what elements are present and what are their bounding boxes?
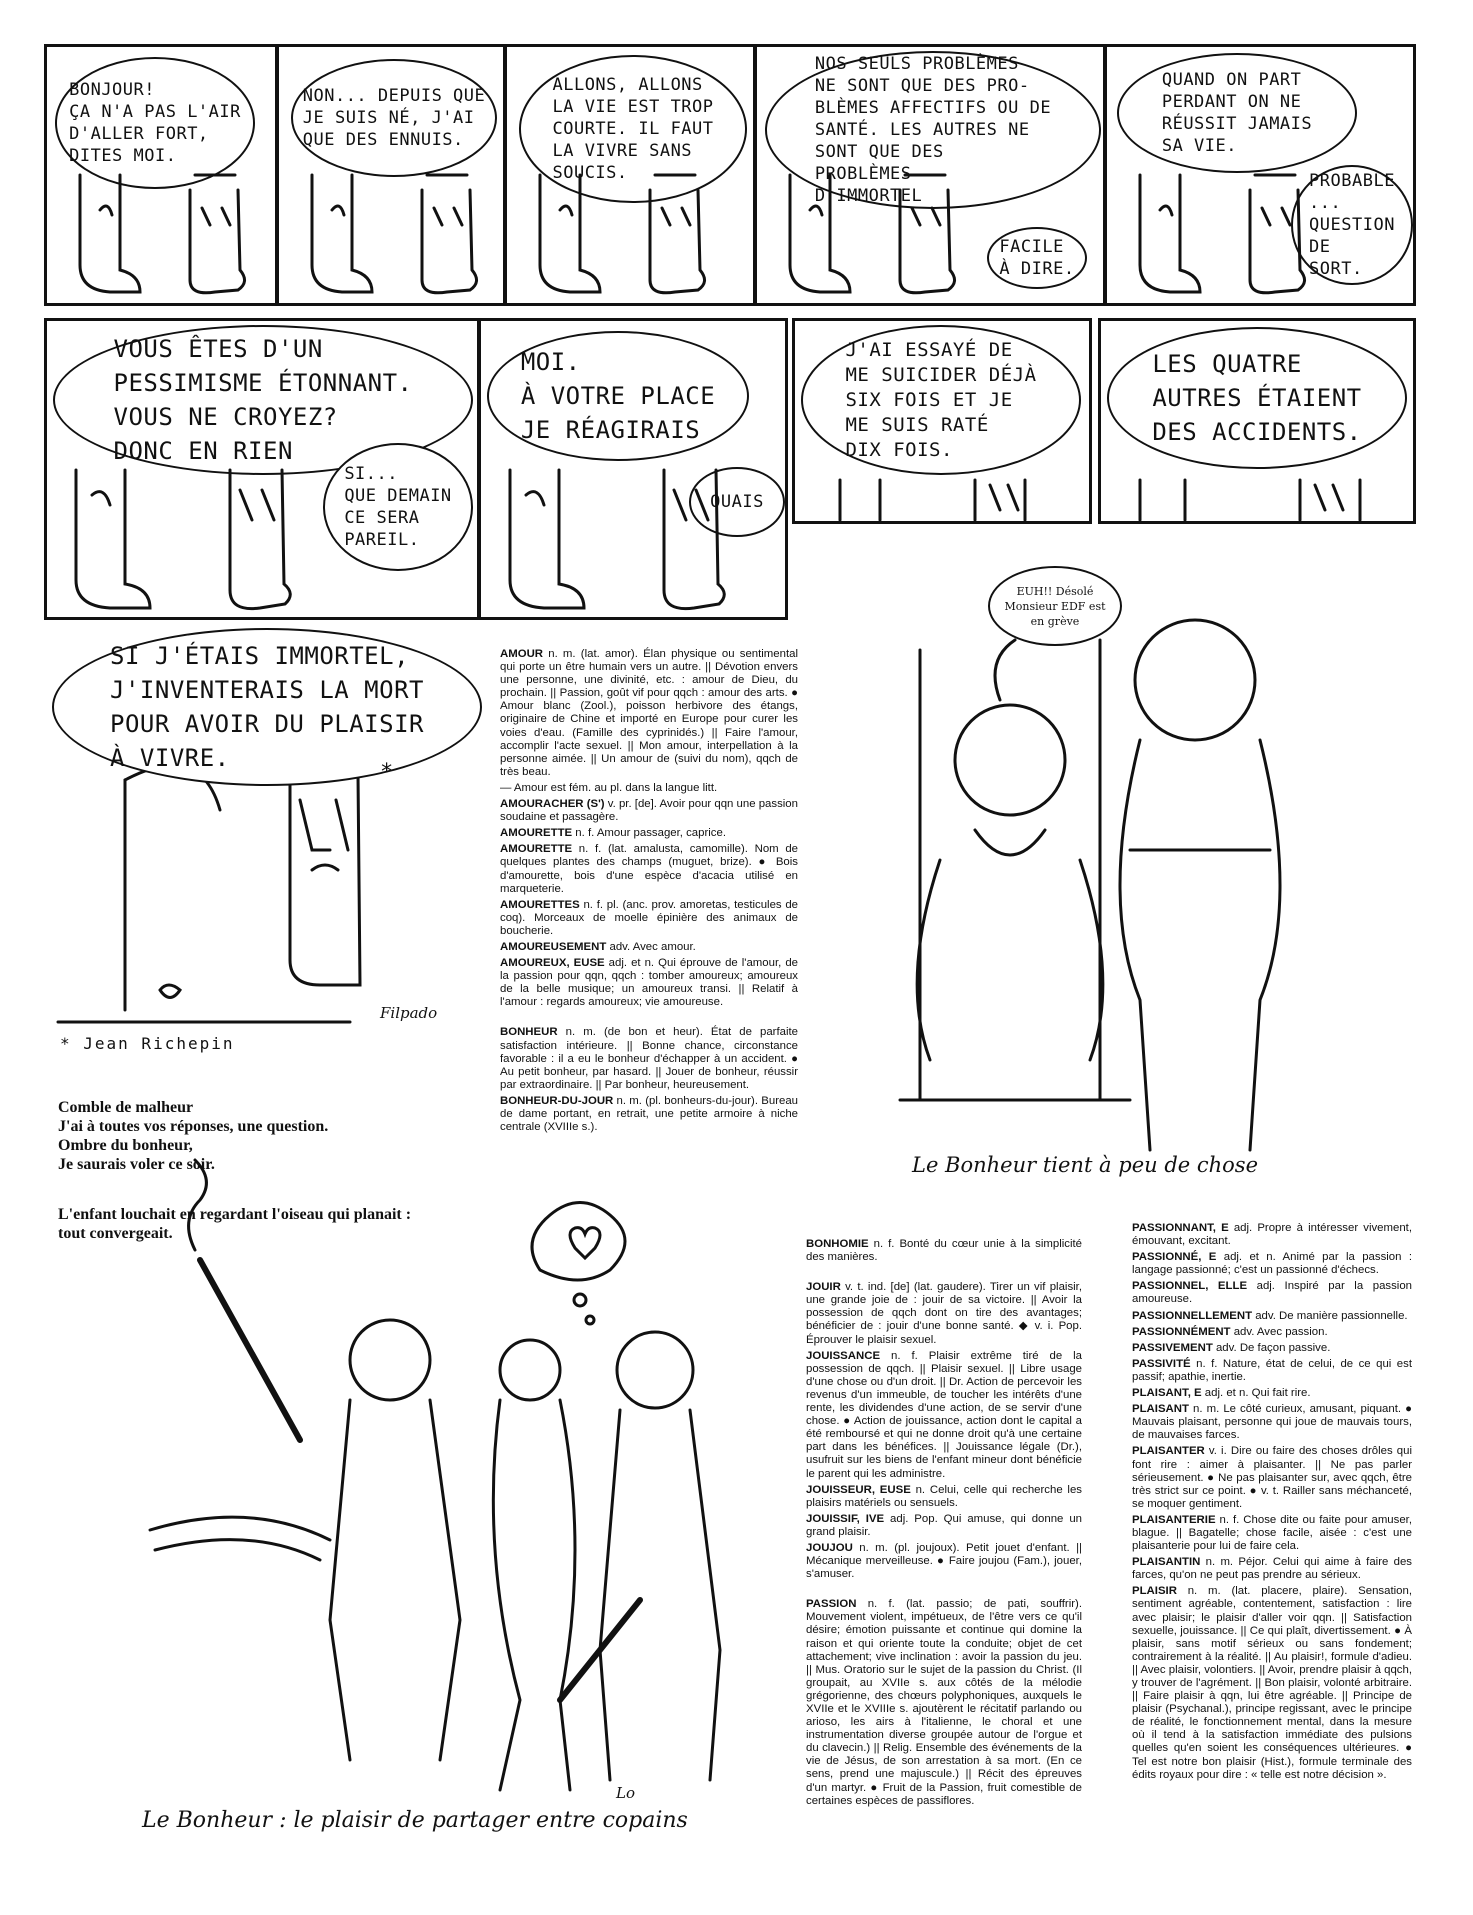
entry-headword: PASSIVEMENT — [1132, 1341, 1213, 1354]
entry-headword: PLAISANTIN — [1132, 1556, 1201, 1569]
entry-headword: AMOUR — [500, 648, 544, 660]
character-pair — [80, 175, 245, 293]
entry-definition: n. m. Le côté curieux, amusant, piquant. ● Mauvais plaisant, personne qui joue de mauvais tours, de mauvaises farces. — [1132, 1403, 1412, 1442]
dictionary-entry — [806, 1350, 1082, 1481]
quote-credit: * Jean Richepin — [60, 1034, 235, 1053]
dictionary-entry — [1132, 1222, 1412, 1248]
speech-text: NON... DEPUIS QUE JE SUIS NÉ, J'AI QUE DES ENNUIS. — [302, 86, 486, 150]
dictionary-entry — [806, 1238, 1082, 1264]
entry-definition: n. f. Nature, état de celui, de ce qui est passif; apathie, inertie. — [1132, 1357, 1412, 1383]
dictionary-entry — [500, 1095, 798, 1134]
entry-headword: PLAISANTERIE — [1132, 1513, 1216, 1526]
speech-bubble-immortel — [52, 628, 482, 786]
dictionary-entry — [1132, 1358, 1412, 1384]
entry-definition: adj. et n. Qui éprouve de l'amour, de la passion pour qqn, qqch : tomber amoureux; amoureux de la belle musique; un amoureux transi. || Relatif à l'amour : regards amoureux; vie amoureuse. — [500, 957, 798, 1009]
dictionary-entry — [500, 899, 798, 938]
artist-signature-lo: Lo — [616, 1784, 635, 1802]
entry-definition: adv. De manière passionnelle. — [1252, 1309, 1408, 1322]
entry-spacer — [806, 1267, 1082, 1281]
entry-headword: PASSIONNÉMENT — [1132, 1325, 1231, 1338]
speech-text: EUH!! Désolé Monsieur EDF est en grève — [1004, 584, 1106, 628]
dictionary-column-passionnant-plaisir — [1132, 1222, 1412, 1785]
dictionary-entry — [1132, 1280, 1412, 1306]
entry-headword: PASSIONNEL, ELLE — [1132, 1280, 1248, 1293]
dictionary-entry — [500, 648, 798, 779]
entry-headword: JOUIR — [806, 1281, 841, 1294]
entry-headword: AMOUREUX, EUSE — [500, 957, 605, 970]
entry-definition: v. i. Dire ou faire des choses drôles qui font rire : aimer à plaisanter. || Ne pas parler sérieusement. ● Ne pas plaisanter sur, avec qqch, être très strict sur ce point. ● v. t. Railler sans méchanceté, se moquer gentiment. — [1132, 1445, 1412, 1510]
dictionary-entry — [1132, 1342, 1412, 1355]
entry-definition: n. m. (pl. bonheurs-du-jour). Bureau de dame portant, en retrait, une petite armoire à niche centrale (XVIIIe s.). — [500, 1094, 798, 1134]
dictionary-column-amour-bonheur — [500, 648, 798, 1137]
caption-bonheur-tient: Le Bonheur tient à peu de chose — [912, 1153, 1259, 1177]
dictionary-entry — [500, 798, 798, 824]
entry-definition: n. m. Péjor. Celui qui aime à faire des farces, qu'on ne peut pas prendre au sérieux. — [1132, 1556, 1412, 1582]
dictionary-entry — [500, 957, 798, 1009]
entry-headword: PLAISIR — [1132, 1585, 1177, 1598]
reply-text: FACILE À DIRE. — [999, 237, 1075, 279]
dictionary-entry — [806, 1513, 1082, 1539]
artist-signature: Filpado — [380, 1004, 438, 1022]
dictionary-entry — [500, 827, 798, 840]
dictionary-entry — [500, 1026, 798, 1091]
dictionary-entry — [500, 941, 798, 954]
entry-headword: PLAISANTER — [1132, 1445, 1205, 1458]
reply-text: SI... QUE DEMAIN CE SERA PAREIL. — [344, 464, 452, 550]
entry-headword: AMOURETTE — [500, 827, 573, 840]
dictionary-entry — [500, 843, 798, 895]
speech-text: QUAND ON PART PERDANT ON NE RÉUSSIT JAMAIS SA VIE. — [1161, 70, 1313, 156]
speech-text: LES QUATRE AUTRES ÉTAIENT DES ACCIDENTS. — [1152, 350, 1362, 446]
entry-definition: adv. De façon passive. — [1212, 1341, 1331, 1354]
entry-definition: adv. Avec amour. — [606, 940, 696, 953]
reply-text: OUAIS — [710, 492, 764, 512]
poem-comble-de-malheur: Comble de malheur J'ai à toutes vos réponses, une question. Ombre du bonheur, Je saurais voler ce soir. — [58, 1099, 329, 1173]
entry-definition: adv. Avec passion. — [1230, 1325, 1328, 1338]
poem-enfant-louchait: L'enfant louchait en regardant l'oiseau qui planait : tout convergeait. — [58, 1206, 412, 1242]
speech-text: ALLONS, ALLONS LA VIE EST TROP COURTE. IL FAUT LA VIVRE SANS SOUCIS. — [552, 75, 714, 183]
dictionary-entry — [1132, 1310, 1412, 1323]
entry-definition: adj. Pop. Qui amuse, qui donne un grand plaisir. — [806, 1512, 1082, 1538]
entry-definition: n. m. (lat. placere, plaire). Sensation, sentiment agréable, contentement, satisfaction : lire avec plaisir; le plaisir d'aller voir qqn. || Satisfaction sexuelle, jouissance. || Ce qui plaît, divertissement. ● À plaisir, sans motif sérieux ou sans fondement; contrairement à la réalité. || Au plaisir!, formule d'adieu. || Avec plaisir, volontiers. || Avoir, prendre plaisir à qqch, y trouver de l'agrément. || Bon plaisir, volonté arbitraire. || Faire plaisir à qqn, lui être agréable. || Principe de plaisir (Psychanal.), principe regissant, avec le principe de réalité, le fonctionnement mental, dans la mesure où il tend à la satisfaction immédiate des pulsions quelles qu'en soient les conséquences ultérieures. ● Tel est notre bon plaisir (Hist.), formule terminale des édits royaux pour dire : « telle est notre décision ». — [1132, 1585, 1412, 1781]
speech-text: NOS SEULS PROBLÈMES NE SONT QUE DES PRO- BLÈMES AFFECTIFS OU DE SANTÉ. LES AUTRES NE SONT QUE DES PROBLÈMES D'IMMORTEL — [814, 54, 1052, 206]
entry-definition: n. f. Bonté du cœur unie à la simplicité des manières. — [806, 1238, 1082, 1264]
entry-definition: v. t. ind. [de] (lat. gaudere). Tirer un vif plaisir, une grande joie de : jouir de sa victoire. || Avoir la possession de qqch dont on tire des avantages; bénéficier de : jouir d'une bonne santé. ◆ v. i. Pop. Éprouver le plaisir sexuel. — [806, 1281, 1082, 1346]
entry-definition: n. Celui, celle qui recherche les plaisirs matériels ou sensuels. — [806, 1483, 1082, 1509]
entry-definition: n. f. (lat. passio; de pati, souffrir). Mouvement violent, impétueux, de l'être vers ce qu'il désire; émotion puissante et continue qui domine la raison et qui oriente toute la conduite; objet de cet attachement; vive inclination : avoir la passion du jeu. || Mus. Oratorio sur le sujet de la passion du Christ. (Il groupait, au XVIIe s. aux côtés de la mélodie grégorienne, des chœurs polyphoniques, auxquels le XVIIe et le XVIIIe s. ajoutèrent le récitatif parlando ou arioso, les airs à l'italienne, le choral et une instrumentation diverse groupée autour de l'orgue et du clavecin.) || Relig. Ensemble des événements de la vie de Jésus, de son arrestation à sa mort. (En ce sens, prend une majuscule.) || Récit des épreuves d'un martyr. ● Fruit de la Passion, fruit comestible de certaines espèces de passiflores. — [806, 1598, 1082, 1807]
dictionary-entry — [500, 782, 798, 795]
reply-text: PROBABLE ... QUESTION DE SORT. — [1309, 171, 1395, 279]
entry-headword: BONHEUR — [500, 1026, 558, 1039]
entry-definition: n. m. (de bon et heur). État de parfaite satisfaction intérieure. || Bonne chance, circonstance favorable : il a eu le bonheur d'échapper à un accident. ● Au petit bonheur, par hasard. || Jouer de bonheur, réussir par extraordinaire. || Par bonheur, heureusement. — [500, 1026, 798, 1091]
dictionary-entry — [1132, 1403, 1412, 1442]
speech-bubble-edf — [988, 566, 1122, 646]
dictionary-entry — [1132, 1326, 1412, 1339]
speech-text: MOI. À VOTRE PLACE JE RÉAGIRAIS — [520, 348, 716, 444]
dictionary-entry — [1132, 1251, 1412, 1277]
entry-headword: PASSIONNÉ, E — [1132, 1251, 1217, 1264]
entry-spacer — [806, 1584, 1082, 1598]
dictionary-entry — [1132, 1387, 1412, 1400]
entry-headword: BONHEUR-DU-JOUR — [500, 1094, 614, 1107]
entry-headword: JOUJOU — [806, 1541, 853, 1554]
entry-headword: PASSIVITÉ — [1132, 1357, 1191, 1370]
asterisk-mark: * — [380, 760, 396, 785]
dictionary-entry — [1132, 1445, 1412, 1510]
entry-headword: AMOURETTES — [500, 898, 580, 911]
dictionary-entry — [1132, 1514, 1412, 1553]
entry-definition: — Amour est fém. au pl. dans la langue litt. — [500, 781, 718, 794]
speech-text: VOUS ÊTES D'UN PESSIMISME ÉTONNANT. VOUS NE CROYEZ? DONC EN RIEN — [113, 335, 413, 465]
entry-definition: n. m. (pl. joujoux). Petit jouet d'enfant. || Mécanique merveilleuse. ● Faire joujou (Fam.), jouer, s'amuser. — [806, 1541, 1082, 1581]
entry-definition: n. f. Plaisir extrême tiré de la possession de qqch. || Plaisir sexuel. || Libre usage d'une chose ou d'un droit. || Dr. Action de percevoir les revenus d'un immeuble, de toucher les intérêts d'une rente, les dividendes d'une action, de se servir d'une chose. ● Action de jouissance, action dont le capital a été remboursé et qui ne donne droit qu'à une certaine part dans les bénéfices. || Jouissance légale (Dr.), usufruit sur les biens de l'enfant mineur dont bénéficie le parent qui les administre. — [806, 1349, 1082, 1480]
dictionary-entry — [806, 1542, 1082, 1581]
entry-definition: n. f. pl. (anc. prov. amoretas, testicules de coq). Morceaux de moelle épinière des animaux de boucherie. — [500, 898, 798, 937]
entry-definition: adj. Inspiré par la passion amoureuse. — [1132, 1280, 1412, 1306]
entry-headword: PASSION — [806, 1598, 857, 1611]
entry-definition: v. pr. [de]. Avoir pour qqn une passion soudaine et passagère. — [500, 798, 798, 824]
entry-definition: adj. et n. Qui fait rire. — [1201, 1387, 1311, 1400]
entry-spacer — [500, 1012, 798, 1026]
caption-bonheur-plaisir: Le Bonheur : le plaisir de partager entre copains — [142, 1808, 688, 1833]
dictionary-entry — [806, 1484, 1082, 1510]
entry-headword: BONHOMIE — [806, 1238, 869, 1250]
speech-text: J'AI ESSAYÉ DE ME SUICIDER DÉJÀ SIX FOIS ET JE ME SUIS RATÉ DIX FOIS. — [845, 338, 1037, 461]
entry-definition: adj. Propre à intéresser vivement, émouvant, excitant. — [1132, 1222, 1413, 1248]
entry-headword: AMOURETTE — [500, 843, 573, 856]
entry-headword: PASSIONNELLEMENT — [1132, 1309, 1253, 1322]
entry-definition: n. f. Amour passager, caprice. — [572, 827, 726, 840]
dictionary-column-bonhomie-passion — [806, 1238, 1082, 1811]
entry-definition: n. f. Chose dite ou faite pour amuser, blague. || Bagatelle; chose facile, aisée : c'est une plaisanterie pour lui de faire cela. — [1132, 1513, 1412, 1553]
dictionary-entry — [1132, 1585, 1412, 1781]
entry-headword: AMOUREUSEMENT — [500, 940, 607, 953]
entry-headword: PASSIONNANT, E — [1132, 1222, 1229, 1234]
entry-headword: AMOURACHER (S') — [500, 798, 605, 811]
entry-headword: JOUISSIF, IVE — [806, 1512, 885, 1525]
entry-headword: JOUISSANCE — [806, 1349, 881, 1362]
dictionary-entry — [806, 1281, 1082, 1346]
entry-definition: n. f. (lat. amalusta, camomille). Nom de quelques plantes des champs (muguet, brize). ● Bois d'amourette, bois d'une espèce d'acacia utilisé en marqueterie. — [500, 843, 798, 895]
dictionary-entry — [1132, 1556, 1412, 1582]
entry-headword: JOUISSEUR, EUSE — [806, 1483, 911, 1496]
speech-text: SI J'ÉTAIS IMMORTEL, J'INVENTERAIS LA MORT POUR AVOIR DU PLAISIR À VIVRE. — [110, 642, 424, 772]
speech-text: BONJOUR! ÇA N'A PAS L'AIR D'ALLER FORT, DITES MOI. — [69, 80, 241, 166]
dictionary-entry — [806, 1598, 1082, 1808]
entry-definition: n. m. (lat. amor). Élan physique ou sentimental qui porte un être humain vers un autre. || Dévotion envers une personne, une divinité, etc. : amour de Dieu, du prochain. || Passion, goût vif pour qqch : amour des arts. ● Amour blanc (Zool.), poisson herbivore des étangs, originaire de Chine et importé en Europe pour curer les voies d'eau. (Famille des cyprinidés.) || Faire l'amour, accomplir l'acte sexuel. || Mon amour, interpellation à la personne aimée. || Un amour de (suivi du nom), qqch de très beau. — [500, 648, 798, 778]
entry-headword: PLAISANT — [1132, 1403, 1189, 1416]
entry-definition: adj. et n. Animé par la passion : langage passionné; c'est un passionné d'échecs. — [1132, 1251, 1412, 1277]
entry-headword: PLAISANT, E — [1132, 1387, 1202, 1400]
